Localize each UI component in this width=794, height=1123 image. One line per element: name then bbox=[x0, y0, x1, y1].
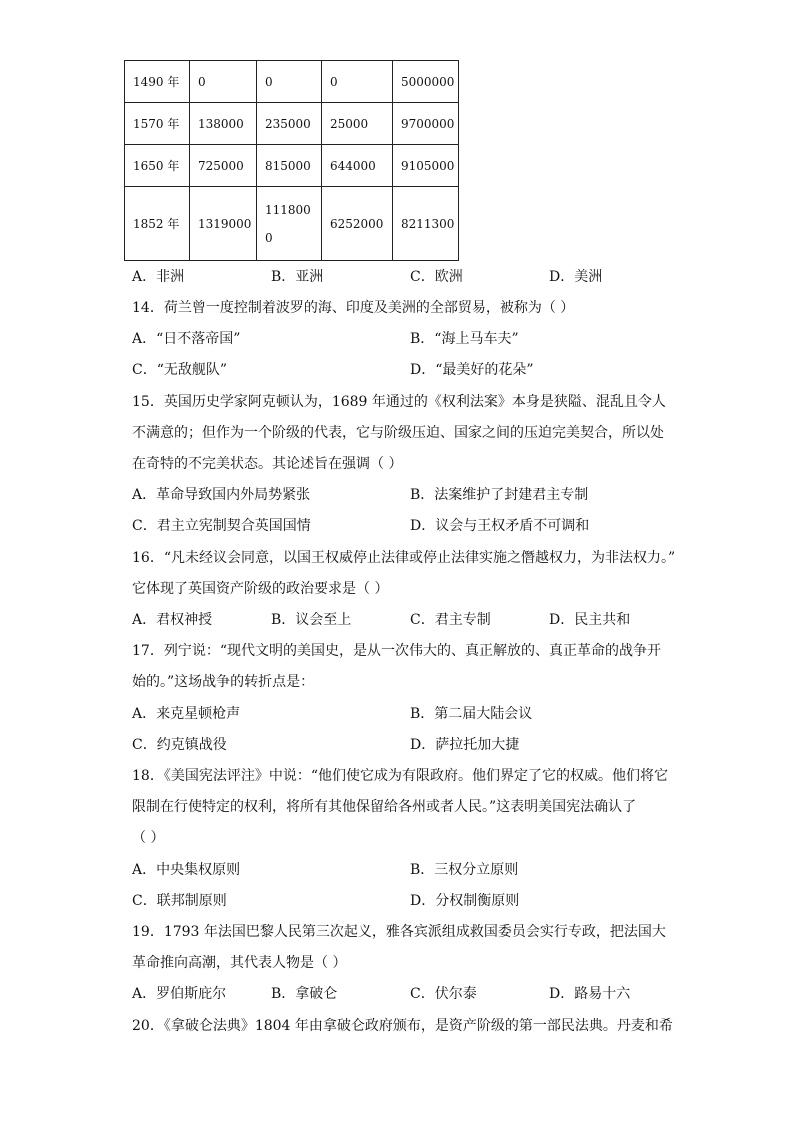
q15-option-b: B．法案维护了封建君主专制 bbox=[410, 487, 589, 503]
q18-option-d: D．分权制衡原则 bbox=[410, 893, 520, 909]
q19-option-a: A．罗伯斯庇尔 bbox=[132, 986, 227, 1002]
table-cell bbox=[257, 187, 322, 261]
table-cell: 8211300 bbox=[393, 187, 459, 261]
q19-stem-line2: 革命推向高潮，其代表人物是（ ） bbox=[132, 955, 347, 971]
q15-stem-line1: 15．英国历史学家阿克顿认为，1689 年通过的《权利法案》本身是狭隘、混乱且令人 bbox=[132, 394, 666, 410]
table-cell-line: 111800 bbox=[265, 202, 311, 217]
q15-stem-line3: 在奇特的不完美状态。其论述旨在强调（ ） bbox=[132, 456, 403, 472]
data-table bbox=[124, 60, 459, 261]
q13-option-c: C．欧洲 bbox=[410, 269, 463, 285]
q18-option-b: B．三权分立原则 bbox=[410, 862, 519, 878]
q14-option-d: D．“最美好的花朵” bbox=[410, 362, 534, 378]
table-cell: 1490 年 bbox=[125, 61, 190, 103]
q19-option-b: B．拿破仑 bbox=[271, 986, 338, 1002]
table-cell: 138000 bbox=[190, 103, 257, 145]
q16-stem-line2: 它体现了英国资产阶级的政治要求是（ ） bbox=[132, 581, 389, 597]
q15-option-c: C．君主立宪制契合英国国情 bbox=[132, 518, 311, 534]
q16-option-b: B．议会至上 bbox=[271, 612, 352, 628]
table-cell: 6252000 bbox=[322, 187, 393, 261]
table-cell: 25000 bbox=[322, 103, 393, 145]
q19-option-c: C．伏尔泰 bbox=[410, 986, 477, 1002]
q15-option-d: D．议会与王权矛盾不可调和 bbox=[410, 518, 590, 534]
q17-stem-line1: 17．列宁说：“现代文明的美国史，是从一次伟大的、真正解放的、真正革命的战争开 bbox=[132, 643, 661, 659]
q18-stem-line2: 限制在行使特定的权利，将所有其他保留给各州或者人民。”这表明美国宪法确认了 bbox=[132, 799, 637, 815]
q18-stem-line1: 18．《美国宪法评注》中说：“他们使它成为有限政府。他们界定了它的权威。他们将它 bbox=[132, 768, 668, 784]
table-cell-line: 0 bbox=[265, 230, 273, 245]
q14-option-a: A．“日不落帝国” bbox=[132, 331, 241, 347]
q15-stem-line2: 不满意的；但作为一个阶级的代表，它与阶级压迫、国家之间的压迫完美契合，所以处 bbox=[132, 425, 664, 441]
table-cell: 1650 年 bbox=[125, 145, 190, 187]
table-cell: 235000 bbox=[257, 103, 322, 145]
q15-option-a: A．革命导致国内外局势紧张 bbox=[132, 487, 311, 503]
table-cell: 815000 bbox=[257, 145, 322, 187]
q16-option-d: D．民主共和 bbox=[549, 612, 631, 628]
table-cell: 644000 bbox=[322, 145, 393, 187]
q18-stem-line3: （ ） bbox=[132, 830, 165, 846]
q20-stem-line1: 20．《拿破仑法典》1804 年由拿破仑政府颁布，是资产阶级的第一部民法典。丹麦和希 bbox=[132, 1018, 673, 1034]
table-cell: 1570 年 bbox=[125, 103, 190, 145]
table-cell: 5000000 bbox=[393, 61, 459, 103]
table-row bbox=[125, 187, 459, 261]
table-row bbox=[125, 103, 459, 145]
q17-option-c: C．约克镇战役 bbox=[132, 737, 227, 753]
q17-option-d: D．萨拉托加大捷 bbox=[410, 737, 520, 753]
q16-option-a: A．君权神授 bbox=[132, 612, 213, 628]
table-cell: 725000 bbox=[190, 145, 257, 187]
q16-stem-line1: 16．“凡未经议会同意，以国王权威停止法律或停止法律实施之僭越权力，为非法权力。” bbox=[132, 550, 676, 566]
q14-option-c: C．“无敌舰队” bbox=[132, 362, 228, 378]
q18-option-c: C．联邦制原则 bbox=[132, 893, 227, 909]
table-cell: 9105000 bbox=[393, 145, 459, 187]
table-row bbox=[125, 145, 459, 187]
q18-option-a: A．中央集权原则 bbox=[132, 862, 241, 878]
q19-option-d: D．路易十六 bbox=[549, 986, 631, 1002]
table-cell: 0 bbox=[190, 61, 257, 103]
table-cell: 0 bbox=[257, 61, 322, 103]
q14-option-b: B．“海上马车夫” bbox=[410, 331, 519, 347]
q17-option-a: A．来克星顿枪声 bbox=[132, 706, 241, 722]
q13-option-b: B．亚洲 bbox=[271, 269, 324, 285]
q13-option-d: D．美洲 bbox=[549, 269, 603, 285]
table-cell: 1852 年 bbox=[125, 187, 190, 261]
q13-option-a: A．非洲 bbox=[132, 269, 185, 285]
table-row bbox=[125, 61, 459, 103]
q17-option-b: B．第二届大陆会议 bbox=[410, 706, 533, 722]
q16-option-c: C．君主专制 bbox=[410, 612, 491, 628]
table-cell: 0 bbox=[322, 61, 393, 103]
q14-stem: 14．荷兰曾一度控制着波罗的海、印度及美洲的全部贸易，被称为（ ） bbox=[132, 300, 575, 316]
table-cell: 9700000 bbox=[393, 103, 459, 145]
q17-stem-line2: 始的。”这场战争的转折点是： bbox=[132, 674, 315, 690]
q19-stem-line1: 19．1793 年法国巴黎人民第三次起义，雅各宾派组成救国委员会实行专政，把法国大 bbox=[132, 924, 666, 940]
table-cell: 1319000 bbox=[190, 187, 257, 261]
